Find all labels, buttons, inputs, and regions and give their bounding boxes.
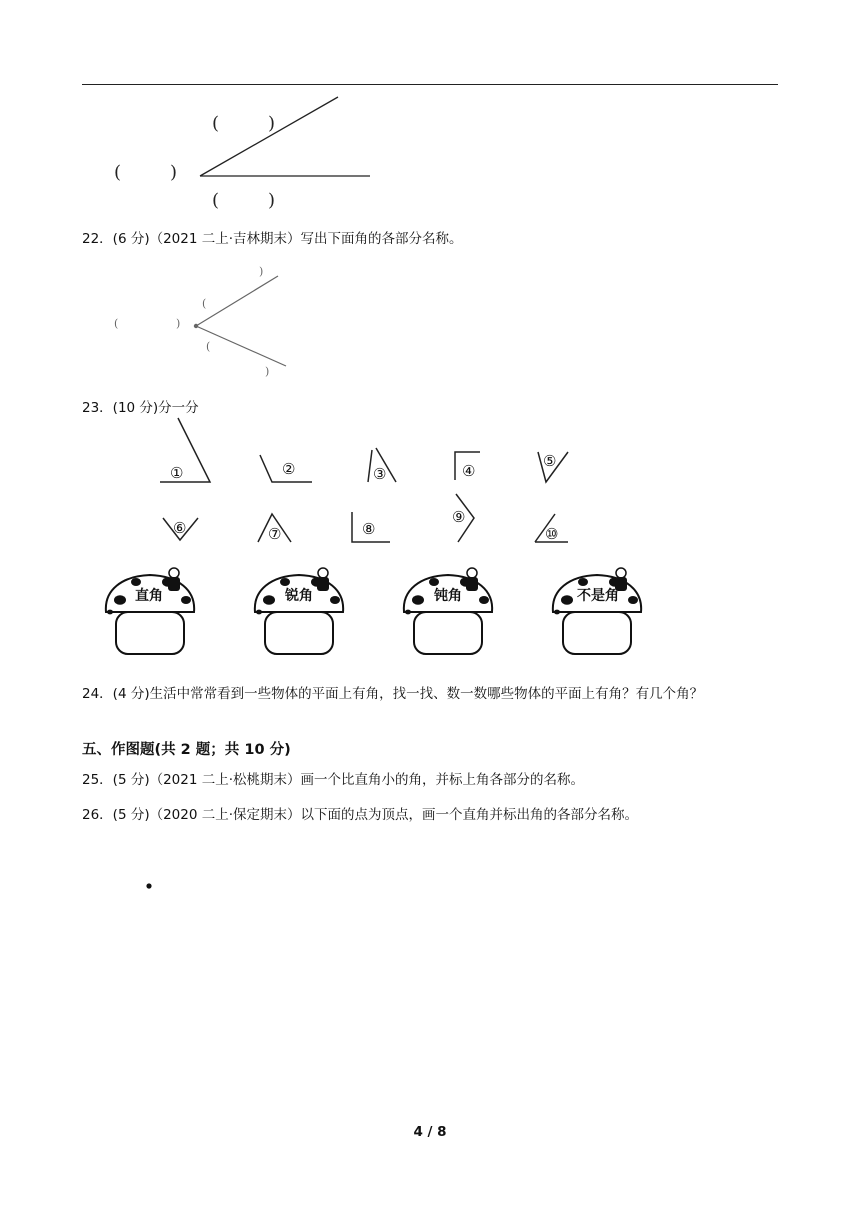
q22-paren-open-2: ( <box>202 297 207 310</box>
page-number: 4 / 8 <box>413 1124 447 1140</box>
mushroom-label-right-angle: 直角 <box>135 588 163 604</box>
shape-number-2: ② <box>282 460 296 478</box>
question-25: 25．(5 分)（2021 二上·松桃期末）画一个比直角小的角，并标上角各部分的名称。 <box>82 772 585 788</box>
q21-paren-close-2: ) <box>170 162 178 183</box>
q22-paren-open-4: ( <box>206 340 211 353</box>
q21-paren-close-3: ) <box>268 190 276 211</box>
q22-paren-close-3: ) <box>176 317 181 330</box>
q21-paren-open-2: ( <box>114 162 122 183</box>
question-22: 22．(6 分)（2021 二上·吉林期末）写出下面角的各部分名称。 <box>82 231 463 247</box>
mushroom-label-not-angle: 不是角 <box>577 588 619 604</box>
q22-paren-open-3: ( <box>114 317 119 330</box>
mushroom-label-obtuse-angle: 钝角 <box>434 588 462 604</box>
question-26: 26．(5 分)（2020 二上·保定期末）以下面的点为顶点，画一个直角并标出角的各部分名称。 <box>82 807 639 823</box>
q22-paren-close-4: ) <box>265 365 270 378</box>
shape-number-1: ① <box>170 464 184 482</box>
section-5-title: 五、作图题(共 2 题；共 10 分) <box>82 742 291 758</box>
question-24: 24．(4 分)生活中常常看到一些物体的平面上有角，找一找、数一数哪些物体的平面上有角？有几个角？ <box>82 686 704 702</box>
q21-paren-open-3: ( <box>212 190 220 211</box>
shape-number-4: ④ <box>462 462 476 480</box>
q21-paren-close-1: ) <box>268 113 276 134</box>
question-23: 23．(10 分)分一分 <box>82 400 199 416</box>
q21-paren-open-1: ( <box>212 113 220 134</box>
shape-number-9: ⑨ <box>452 508 466 526</box>
mushroom-label-acute-angle: 锐角 <box>285 588 313 604</box>
shape-number-5: ⑤ <box>543 452 557 470</box>
shape-number-10: ⑩ <box>545 525 559 543</box>
shape-number-8: ⑧ <box>362 520 376 538</box>
shape-number-7: ⑦ <box>268 525 282 543</box>
q22-paren-close-1: ) <box>259 265 264 278</box>
shape-number-6: ⑥ <box>173 519 187 537</box>
shape-number-3: ③ <box>373 465 387 483</box>
